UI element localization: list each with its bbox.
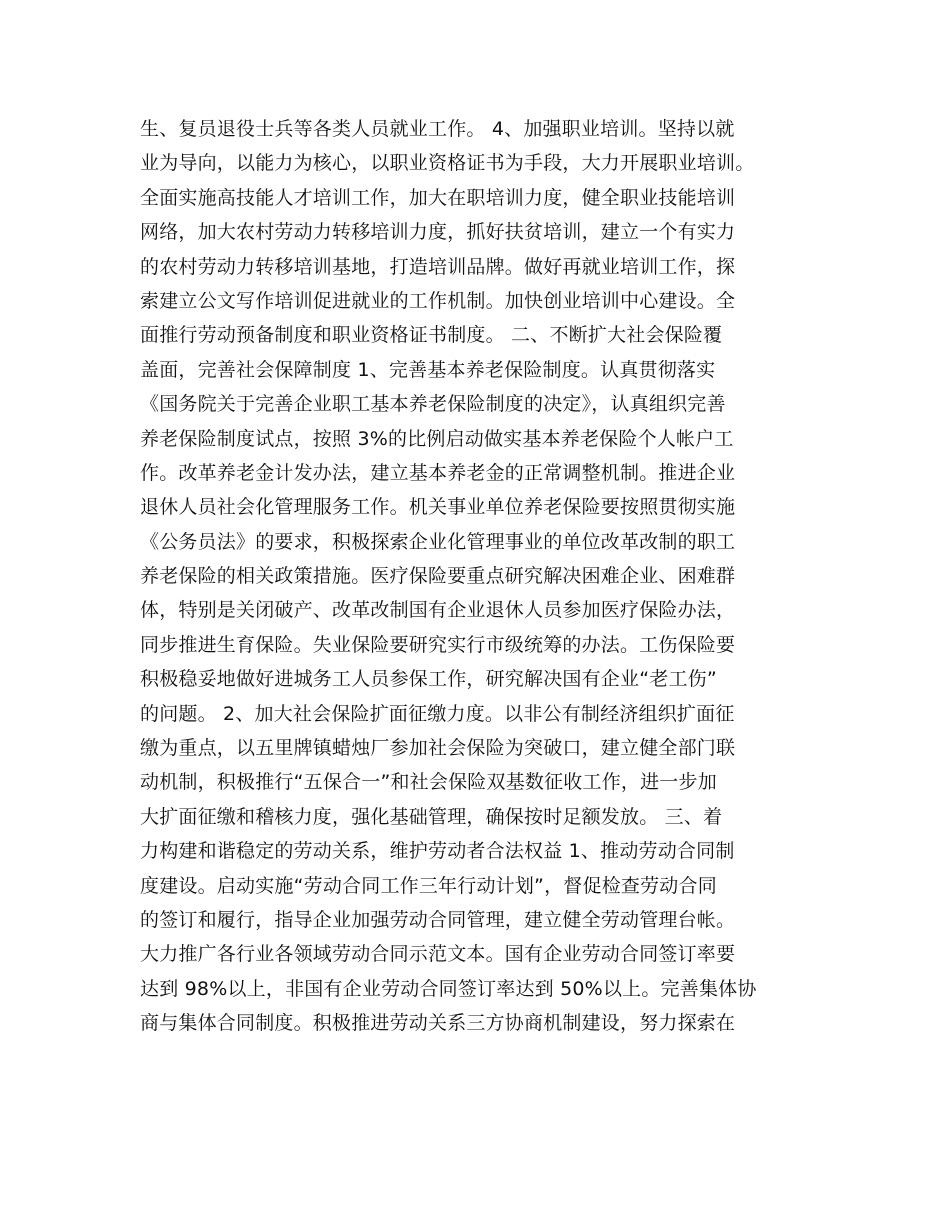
text-line: 度建设。启动实施“劳动合同工作三年行动计划”，督促检查劳动合同 <box>140 874 717 897</box>
text-line: 大力推广各行业各领域劳动合同示范文本。国有企业劳动合同签订率要 <box>140 943 736 966</box>
text-line: 盖面，完善社会保障制度 1、完善基本养老保险制度。认真贯彻落实 <box>140 358 716 381</box>
text-line: 的签订和履行，指导企业加强劳动合同管理，建立健全劳动管理台帐。 <box>140 908 736 931</box>
text-line: 网络，加大农村劳动力转移培训力度，抓好扶贫培训，建立一个有实力 <box>140 221 736 244</box>
body-text <box>140 112 820 1041</box>
text-line: 缴为重点，以五里牌镇蜡烛厂参加社会保险为突破口，建立健全部门联 <box>140 737 736 760</box>
text-line: 索建立公文写作培训促进就业的工作机制。加快创业培训中心建设。全 <box>140 289 736 312</box>
text-line: 大扩面征缴和稽核力度，强化基础管理，确保按时足额发放。 三、着 <box>140 805 723 828</box>
text-line: 养老保险制度试点，按照 3%的比例启动做实基本养老保险个人帐户工 <box>140 427 734 450</box>
text-line: 退休人员社会化管理服务工作。机关事业单位养老保险要按照贯彻实施 <box>140 496 736 519</box>
text-line: 力构建和谐稳定的劳动关系，维护劳动者合法权益 1、推动劳动合同制 <box>140 840 735 863</box>
text-line: 生、复员退役士兵等各类人员就业工作。 4、加强职业培训。坚持以就 <box>140 118 735 140</box>
text-line: 全面实施高技能人才培训工作，加大在职培训力度，健全职业技能培训 <box>140 186 736 209</box>
text-line: 作。改革养老金计发办法，建立基本养老金的正常调整机制。推进企业 <box>140 461 736 484</box>
text-line: 《国务院关于完善企业职工基本养老保险制度的决定》，认真组织完善 <box>140 393 726 416</box>
text-line: 《公务员法》的要求，积极探索企业化管理事业的单位改革改制的职工 <box>140 530 736 553</box>
text-line: 面推行劳动预备制度和职业资格证书制度。 二、不断扩大社会保险覆 <box>140 324 723 347</box>
text-line: 商与集体合同制度。积极推进劳动关系三方协商机制建设，努力探索在 <box>140 1012 736 1035</box>
text-line: 积极稳妥地做好进城务工人员参保工作，研究解决国有企业“老工伤” <box>140 668 717 691</box>
text-line: 达到 98%以上，非国有企业劳动合同签订率达到 50%以上。完善集体协 <box>140 977 757 1000</box>
text-line: 养老保险的相关政策措施。医疗保险要重点研究解决困难企业、困难群 <box>140 565 736 588</box>
text-line: 的农村劳动力转移培训基地，打造培训品牌。做好再就业培训工作，探 <box>140 255 736 278</box>
text-line: 的问题。 2、加大社会保险扩面征缴力度。以非公有制经济组织扩面征 <box>140 702 735 725</box>
text-line: 动机制，积极推行“五保合一”和社会保险双基数征收工作，进一步加 <box>140 771 717 794</box>
text-line: 体，特别是关闭破产、改革改制国有企业退休人员参加医疗保险办法， <box>140 599 736 622</box>
text-line: 业为导向，以能力为核心，以职业资格证书为手段，大力开展职业培训。 <box>140 152 755 175</box>
text-line: 同步推进生育保险。失业保险要研究实行市级统筹的办法。工伤保险要 <box>140 633 736 656</box>
